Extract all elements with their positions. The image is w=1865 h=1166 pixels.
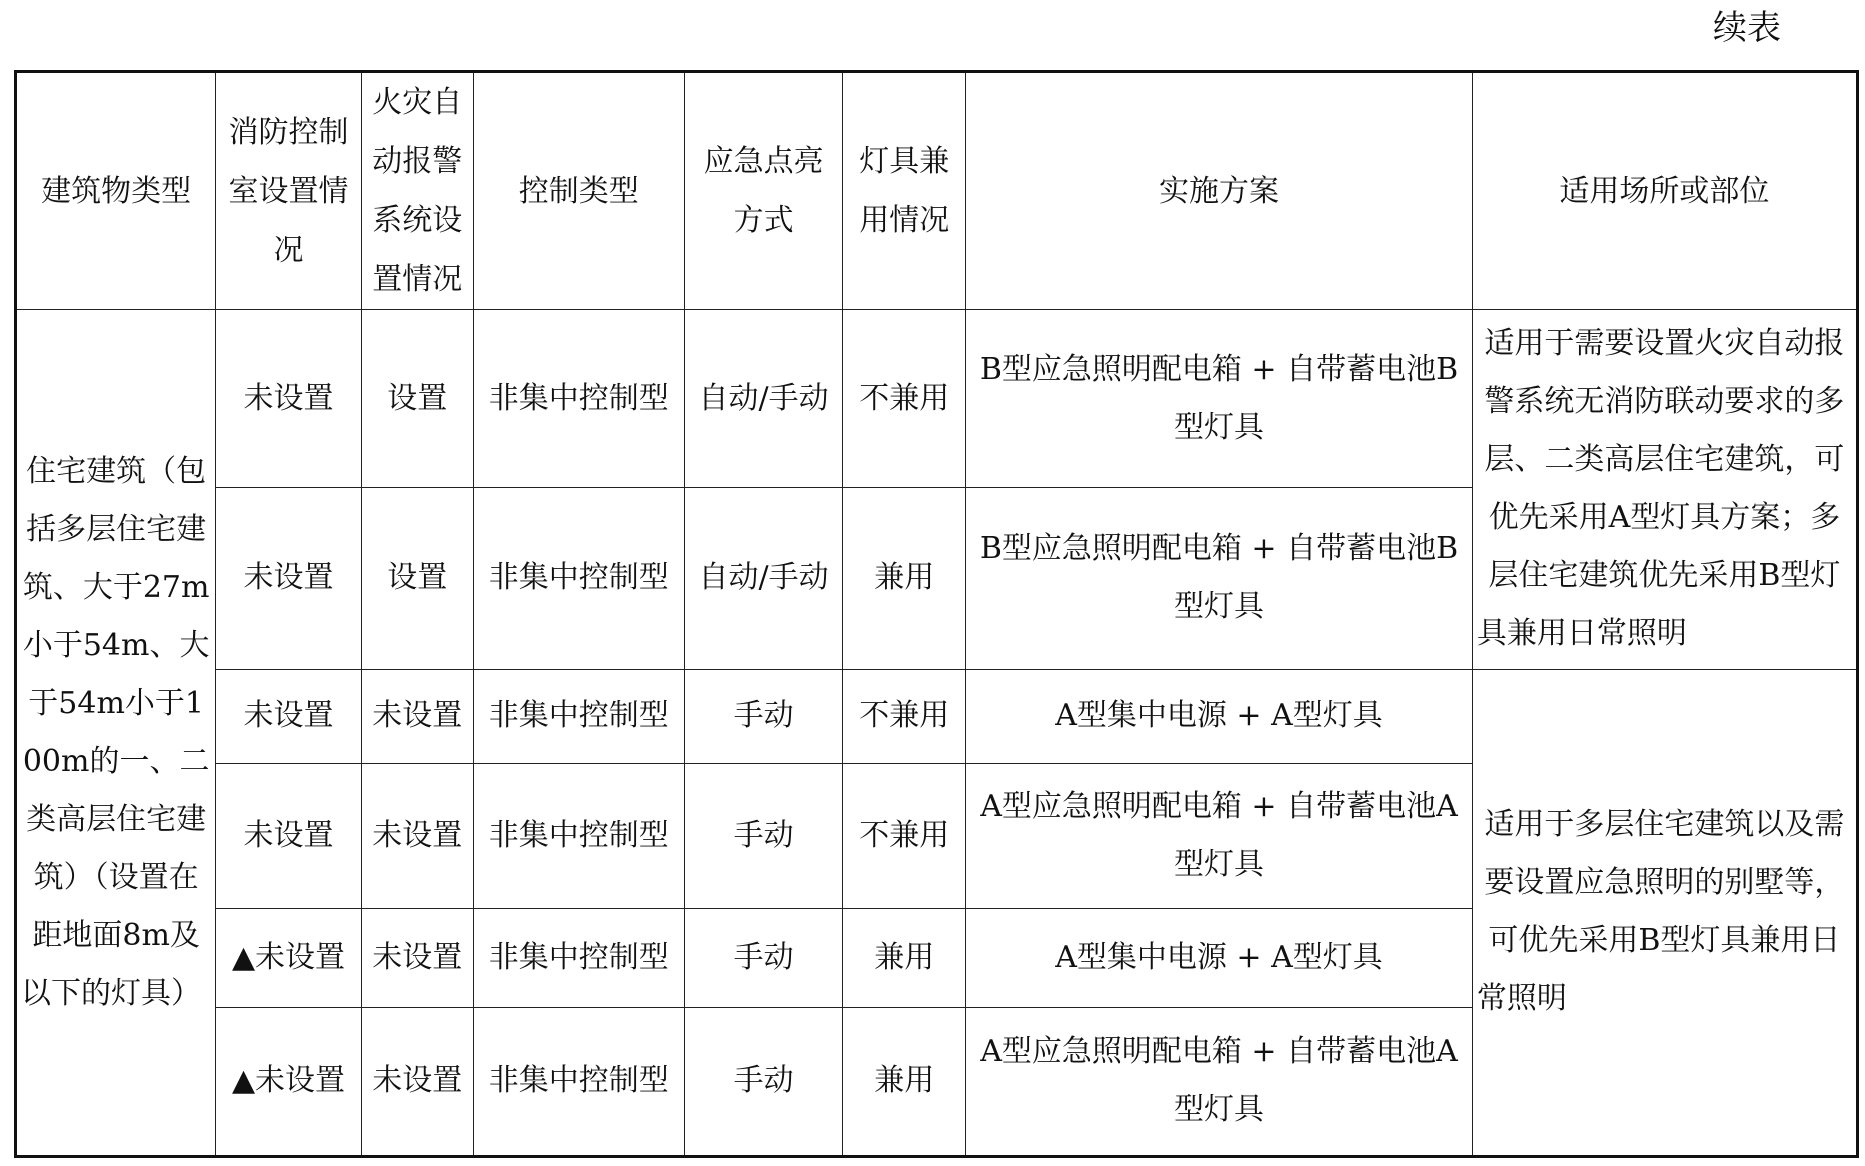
table-row: [16, 669, 1858, 764]
header-building-type: 建筑物类型: [16, 72, 216, 310]
control-type-cell: 非集中控制型: [473, 764, 684, 908]
control-room-cell: 未设置: [216, 488, 361, 670]
scheme-cell: A型集中电源 + A型灯具: [966, 669, 1473, 764]
lighting-mode-cell: 手动: [684, 908, 843, 1007]
control-type-cell: 非集中控制型: [473, 908, 684, 1007]
lighting-mode-cell: 自动/手动: [684, 488, 843, 670]
lighting-mode-cell: 自动/手动: [684, 310, 843, 488]
table-row: [16, 310, 1858, 488]
control-room-cell: ▲未设置: [216, 908, 361, 1007]
lighting-mode-cell: 手动: [684, 669, 843, 764]
header-control-type: 控制类型: [473, 72, 684, 310]
scheme-cell: A型应急照明配电箱 + 自带蓄电池A型灯具: [966, 1007, 1473, 1156]
dual-use-cell: 不兼用: [843, 764, 966, 908]
control-type-cell: 非集中控制型: [473, 669, 684, 764]
fire-alarm-cell: 设置: [361, 310, 473, 488]
fire-alarm-cell: 设置: [361, 488, 473, 670]
control-type-cell: 非集中控制型: [473, 1007, 684, 1156]
fire-alarm-cell: 未设置: [361, 669, 473, 764]
header-control-room: 消防控制室设置情况: [216, 72, 361, 310]
applicable-cell-group1: 适用于需要设置火灾自动报警系统无消防联动要求的多层、二类高层住宅建筑，可优先采用A型灯具方案；多层住宅建筑优先采用B型灯具兼用日常照明: [1472, 310, 1857, 670]
dual-use-cell: 不兼用: [843, 310, 966, 488]
scheme-cell: A型集中电源 + A型灯具: [966, 908, 1473, 1007]
fire-alarm-cell: 未设置: [361, 1007, 473, 1156]
control-room-cell: 未设置: [216, 764, 361, 908]
emergency-lighting-table: [14, 70, 1859, 1158]
applicable-cell-group2: 适用于多层住宅建筑以及需要设置应急照明的别墅等，可优先采用B型灯具兼用日常照明: [1472, 669, 1857, 1156]
scheme-cell: B型应急照明配电箱 + 自带蓄电池B型灯具: [966, 310, 1473, 488]
control-room-cell: ▲未设置: [216, 1007, 361, 1156]
control-type-cell: 非集中控制型: [473, 310, 684, 488]
fire-alarm-cell: 未设置: [361, 764, 473, 908]
control-type-cell: 非集中控制型: [473, 488, 684, 670]
dual-use-cell: 不兼用: [843, 669, 966, 764]
header-row: [16, 72, 1858, 310]
control-room-cell: 未设置: [216, 310, 361, 488]
header-lighting-mode: 应急点亮方式: [684, 72, 843, 310]
dual-use-cell: 兼用: [843, 488, 966, 670]
scheme-cell: A型应急照明配电箱 + 自带蓄电池A型灯具: [966, 764, 1473, 908]
fire-alarm-cell: 未设置: [361, 908, 473, 1007]
header-fire-alarm: 火灾自动报警系统设置情况: [361, 72, 473, 310]
control-room-cell: 未设置: [216, 669, 361, 764]
header-dual-use: 灯具兼用情况: [843, 72, 966, 310]
scheme-cell: B型应急照明配电箱 + 自带蓄电池B型灯具: [966, 488, 1473, 670]
building-type-cell: 住宅建筑（包括多层住宅建筑、大于27m小于54m、大于54m小于100m的一、二类高层住宅建筑）（设置在距地面8m及以下的灯具）: [16, 310, 216, 1157]
table-caption: 续表: [1713, 8, 1781, 48]
lighting-mode-cell: 手动: [684, 764, 843, 908]
dual-use-cell: 兼用: [843, 908, 966, 1007]
header-scheme: 实施方案: [966, 72, 1473, 310]
lighting-mode-cell: 手动: [684, 1007, 843, 1156]
dual-use-cell: 兼用: [843, 1007, 966, 1156]
header-applicable: 适用场所或部位: [1472, 72, 1857, 310]
